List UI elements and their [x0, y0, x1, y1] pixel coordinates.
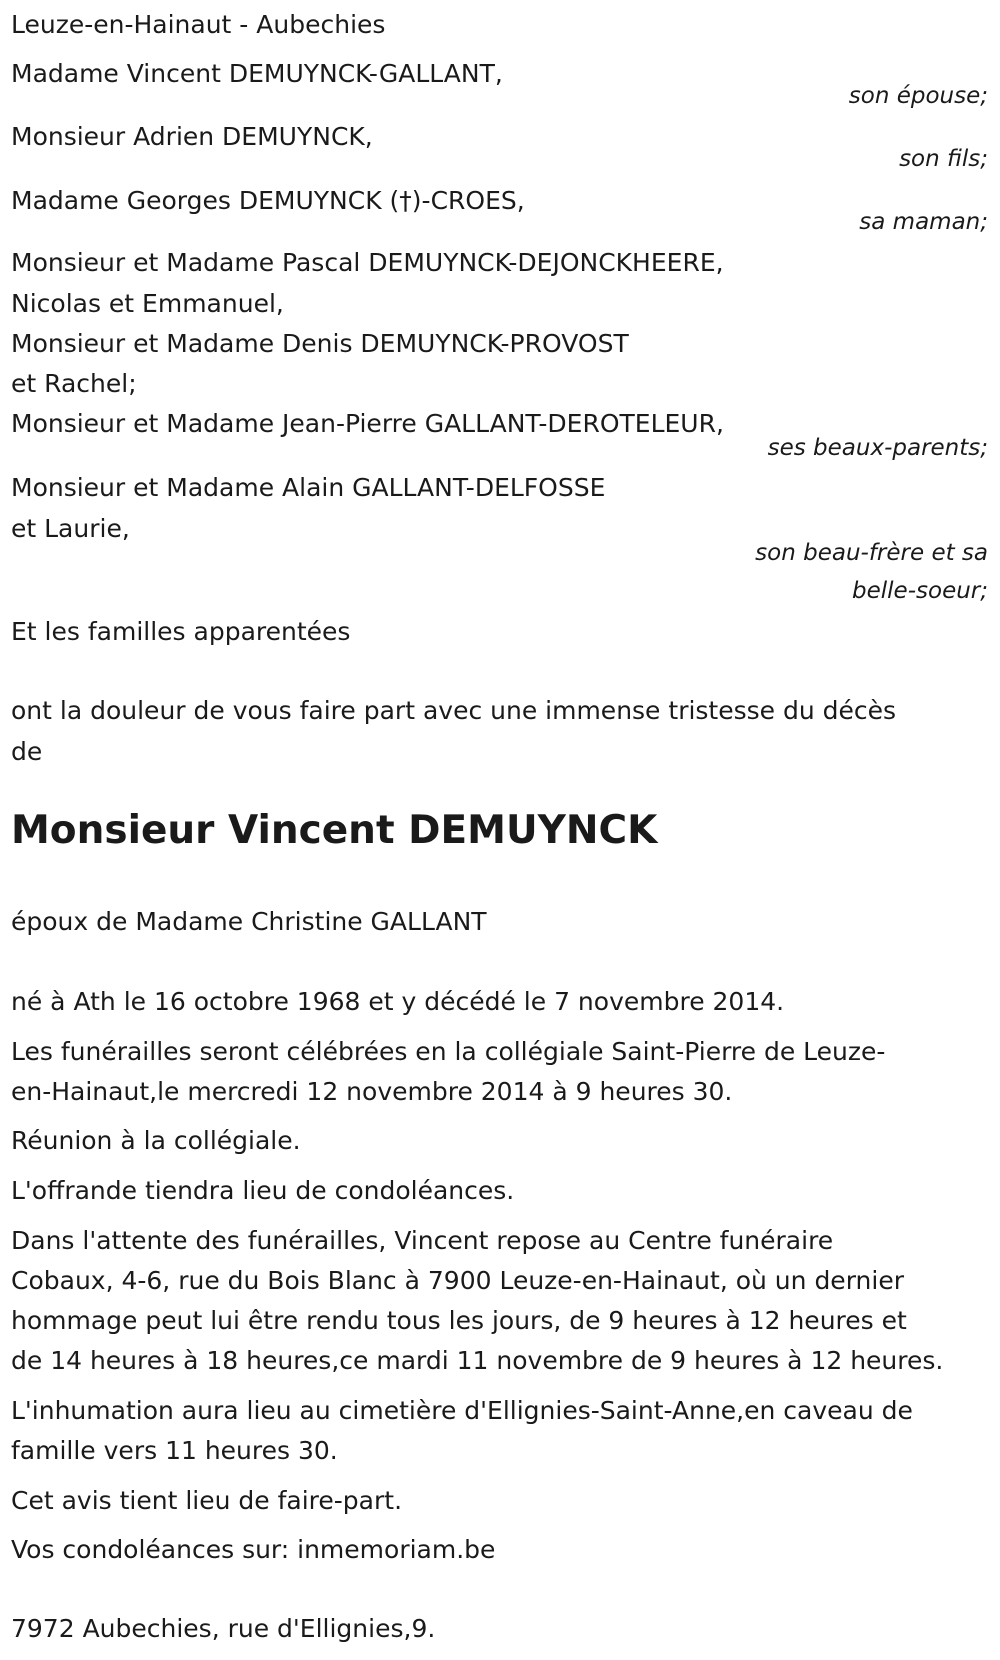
family-relation: son fils; — [899, 146, 988, 172]
family-member-name: Monsieur Adrien DEMUYNCK, — [11, 122, 373, 151]
offering-text: L'offrande tiendra lieu de condoléances. — [11, 1176, 515, 1205]
family-member-name: Monsieur et Madame Denis DEMUYNCK-PROVOST — [11, 329, 629, 358]
family-relation: ses beaux-parents; — [767, 435, 988, 461]
burial-text: L'inhumation aura lieu au cimetière d'Ellignies-Saint-Anne,en caveau de — [11, 1396, 913, 1425]
family-relation: sa maman; — [859, 209, 988, 235]
family-member-name: Monsieur et Madame Alain GALLANT-DELFOSSE — [11, 473, 606, 502]
funeral-text: en-Hainaut,le mercredi 12 novembre 2014 à 9 heures 30. — [11, 1077, 733, 1106]
family-member-name: Monsieur et Madame Jean-Pierre GALLANT-DEROTELEUR, — [11, 409, 724, 438]
family-member-name: Nicolas et Emmanuel, — [11, 289, 284, 318]
meeting-text: Réunion à la collégiale. — [11, 1126, 301, 1155]
visitation-text: hommage peut lui être rendu tous les jours, de 9 heures à 12 heures et — [11, 1306, 907, 1335]
family-relation: son épouse; — [848, 83, 988, 109]
announcement-text: ont la douleur de vous faire part avec une immense tristesse du décès — [11, 696, 897, 725]
family-member-name: Monsieur et Madame Pascal DEMUYNCK-DEJONCKHEERE, — [11, 248, 724, 277]
family-member-name: et Rachel; — [11, 369, 137, 398]
family-relation: belle-soeur; — [852, 578, 988, 604]
related-families: Et les familles apparentées — [11, 617, 351, 646]
notice-text: Cet avis tient lieu de faire-part. — [11, 1486, 403, 1515]
family-member-name: et Laurie, — [11, 514, 130, 543]
address-text: 7972 Aubechies, rue d'Ellignies,9. — [11, 1614, 436, 1643]
funeral-text: Les funérailles seront célébrées en la collégiale Saint-Pierre de Leuze- — [11, 1037, 886, 1066]
birth-death-line: né à Ath le 16 octobre 1968 et y décédé le 7 novembre 2014. — [11, 987, 785, 1016]
visitation-text: Dans l'attente des funérailles, Vincent repose au Centre funéraire — [11, 1226, 834, 1255]
announcement-text: de — [11, 737, 43, 766]
visitation-text: Cobaux, 4-6, rue du Bois Blanc à 7900 Leuze-en-Hainaut, où un dernier — [11, 1266, 904, 1295]
family-member-name: Madame Vincent DEMUYNCK-GALLANT, — [11, 59, 503, 88]
visitation-text: de 14 heures à 18 heures,ce mardi 11 novembre de 9 heures à 12 heures. — [11, 1346, 944, 1375]
family-relation: son beau-frère et sa — [755, 540, 988, 566]
condolences-text: Vos condoléances sur: inmemoriam.be — [11, 1535, 496, 1564]
burial-text: famille vers 11 heures 30. — [11, 1436, 338, 1465]
location-header: Leuze-en-Hainaut - Aubechies — [11, 10, 386, 39]
deceased-name: Monsieur Vincent DEMUYNCK — [11, 808, 658, 853]
spouse-line: époux de Madame Christine GALLANT — [11, 907, 487, 936]
family-member-name: Madame Georges DEMUYNCK (†)-CROES, — [11, 186, 525, 215]
